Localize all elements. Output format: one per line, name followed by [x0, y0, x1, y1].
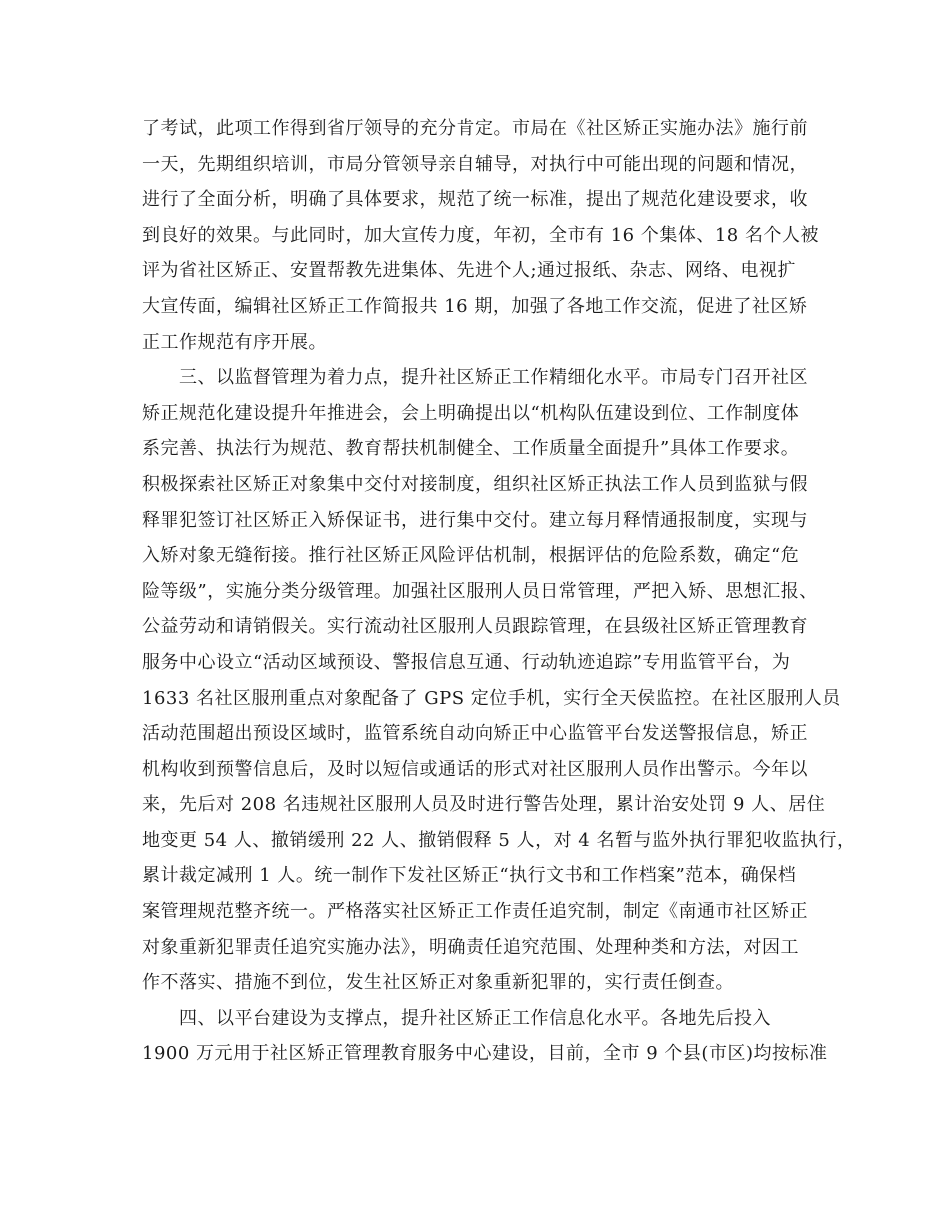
text-line: 进行了全面分析，明确了具体要求，规范了统一标准，提出了规范化建设要求，收 [142, 189, 808, 211]
text-line: 1900 万元用于社区矫正管理教育服务中心建设，目前，全市 9 个县(市区)均按标准 [142, 1043, 828, 1065]
text-line: 活动范围超出预设区域时，监管系统自动向矫正中心监管平台发送警报信息，矫正 [142, 723, 808, 745]
text-line: 到良好的效果。与此同时，加大宣传力度，年初，全市有 16 个集体、18 名个人被 [142, 224, 819, 246]
text-line: 服务中心设立“活动区域预设、警报信息互通、行动轨迹追踪”专用监管平台，为 [142, 651, 791, 673]
text-line: 对象重新犯罪责任追究实施办法》，明确责任追究范围、处理种类和方法，对因工 [142, 936, 799, 958]
text-line: 系完善、执法行为规范、教育帮扶机制健全、工作质量全面提升”具体工作要求。 [142, 438, 800, 460]
section-three-heading-line: 三、以监督管理为着力点，提升社区矫正工作精细化水平。市局专门召开社区 [142, 367, 808, 389]
text-line: 机构收到预警信息后，及时以短信或通话的形式对社区服刑人员作出警示。今年以 [142, 758, 808, 780]
text-line: 1633 名社区服刑重点对象配备了 GPS 定位手机，实行全天侯监控。在社区服刑人员 [142, 687, 841, 709]
text-line: 大宣传面，编辑社区矫正工作简报共 16 期，加强了各地工作交流，促进了社区矫 [142, 295, 808, 317]
section-four-heading-line: 四、以平台建设为支撑点，提升社区矫正工作信息化水平。各地先后投入 [142, 1007, 771, 1029]
text-line: 累计裁定减刑 1 人。统一制作下发社区矫正“执行文书和工作档案”范本，确保档 [142, 865, 797, 887]
document-body [142, 111, 856, 1072]
text-line: 险等级”，实施分类分级管理。加强社区服刑人员日常管理，严把入矫、思想汇报、 [142, 580, 818, 602]
text-line: 来，先后对 208 名违规社区服刑人员及时进行警告处理，累计治安处罚 9 人、居住 [142, 794, 826, 816]
text-line: 释罪犯签订社区矫正入矫保证书，进行集中交付。建立每月释情通报制度，实现与 [142, 509, 808, 531]
text-line: 一天，先期组织培训，市局分管领导亲自辅导，对执行中可能出现的问题和情况， [142, 153, 808, 175]
text-line: 公益劳动和请销假关。实行流动社区服刑人员跟踪管理，在县级社区矫正管理教育 [142, 616, 808, 638]
text-line: 矫正规范化建设提升年推进会，会上明确提出以“机构队伍建设到位、工作制度体 [142, 402, 800, 424]
text-line: 入矫对象无缝衔接。推行社区矫正风险评估机制，根据评估的危险系数，确定“危 [142, 545, 800, 567]
text-line: 了考试，此项工作得到省厅领导的充分肯定。市局在《社区矫正实施办法》施行前 [142, 118, 808, 139]
text-line: 作不落实、措施不到位，发生社区矫正对象重新犯罪的，实行责任倒查。 [142, 972, 734, 994]
text-line: 地变更 54 人、撤销缓刑 22 人、撤销假释 5 人，对 4 名暂与监外执行罪犯收监执行， [142, 829, 856, 851]
text-line: 积极探索社区矫正对象集中交付对接制度，组织社区矫正执法工作人员到监狱与假 [142, 473, 808, 495]
text-line: 评为省社区矫正、安置帮教先进集体、先进个人;通过报纸、杂志、网络、电视扩 [142, 260, 797, 282]
text-line: 案管理规范整齐统一。严格落实社区矫正工作责任追究制，制定《南通市社区矫正 [142, 901, 808, 923]
text-line: 正工作规范有序开展。 [142, 331, 327, 353]
